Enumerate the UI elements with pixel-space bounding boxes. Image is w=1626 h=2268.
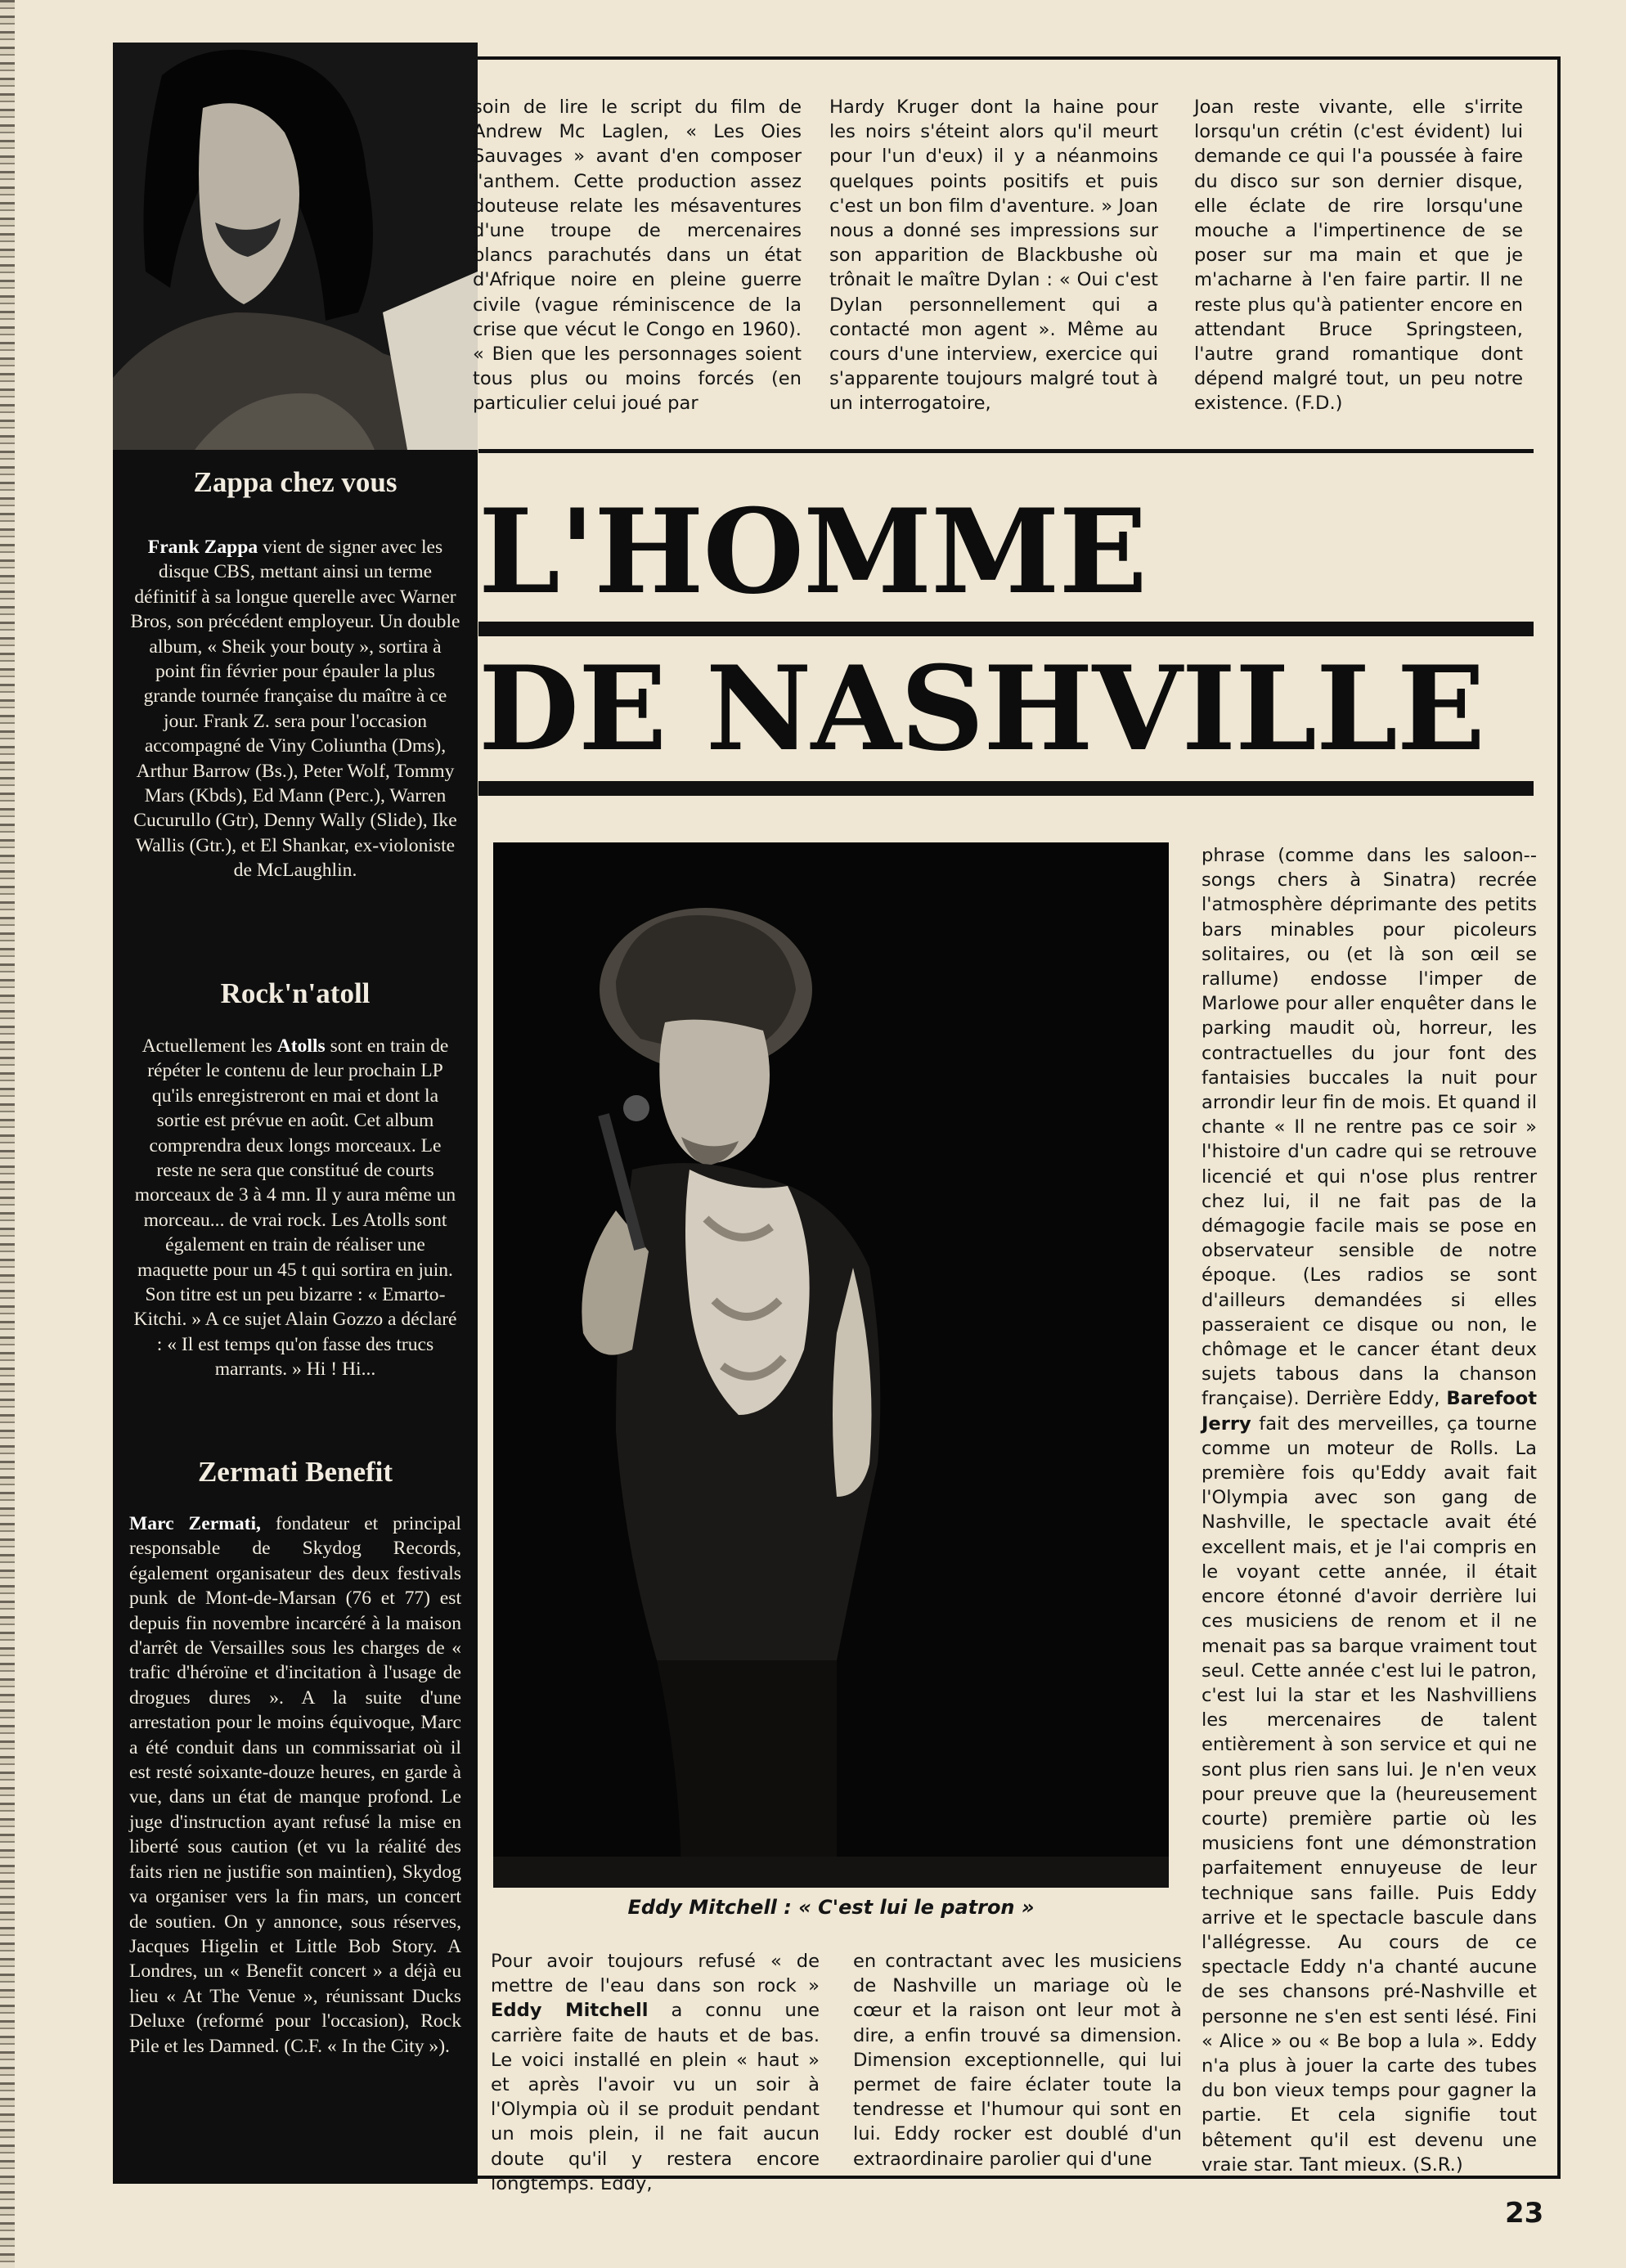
bottom-col1-pre: Pour avoir toujours refusé « de mettre de l'eau dans son rock » bbox=[491, 1951, 820, 1997]
zermati-article bbox=[129, 1511, 461, 2059]
page-edge bbox=[0, 0, 15, 2268]
bottom-column-2: en contractant avec les musiciens de Nashville un mariage où le cœur et la raison ont leur mot à dire, a enfin trouvé sa dimension. Dimension exceptionnelle, qui lui permet de faire éclater toute la tendresse et l'humour qui sont en lui. Eddy rocker est doublé d'un extraordinaire parolier qui d'une bbox=[853, 1951, 1182, 2170]
zappa-article bbox=[129, 535, 461, 883]
zappa-portrait-image bbox=[113, 43, 478, 450]
atoll-article bbox=[129, 1034, 461, 1382]
atoll-body: sont en train de répéter le contenu de leur prochain LP qu'ils enregistreront en mai et dont la sortie est prévue en août. Cet album comprendra deux longs morceaux. Le reste ne sera que constitué de courts morceaux de 3 à 4 mn. Il y aura même un morceau... de vrai rock. Les Atolls sont également en train de réaliser une maquette pour un 45 t qui sortira en juin. Son titre est un peu bizarre : « Emarto-Kitchi. » A ce sujet Alain Gozzo a déclaré : « Il est temps qu'on fasse des trucs marrants. » Hi ! Hi... bbox=[133, 1035, 457, 1381]
eddy-mitchell-stage-image bbox=[493, 842, 1169, 1888]
right-col-part2: fait des merveilles, ça tourne comme un moteur de Rolls. La première fois qu'Eddy avait fait l'Olympia avec son gang de Nashville, le spectacle avait été excellent mais, et je l'ai compris en le voyant cette année, il était encore étonné d'avoir derrière lui ces musiciens de renom et il ne menait pas sa barque vraiment tout seul. Cette année c'est lui le patron, c'est lui la star et les Nashvilliens les mercenaires de talent entièrement à son service et qui ne sont plus rien sans lui. Je n'en veux pour preuve que la (heureusement courte) première partie où les musiciens font une démonstration parfaitement ennuyeuse de leur technique sans faille. Puis Eddy arrive et le spectacle bascule dans l'allégresse. Au cours de ce spectacle Eddy n'a chanté aucune de ses chansons pré-Nashville et personne ne s'en est senti lésé. Fini « Alice » ou « Be bop a lula ». Eddy n'a plus à jouer la carte des tubes du bon vieux temps pour gagner la partie. Et cela signifie tout bêtement qu'il est devenu une vraie star. Tant mieux. (S.R.) bbox=[1202, 1412, 1537, 2176]
bottom-column-1 bbox=[491, 1949, 820, 2196]
zermati-body: fondateur et principal responsable de Skydog Records, également organisateur des deux festivals punk de Mont-de-Marsan (76 et 77) est depuis fin novembre incarcéré à la maison d'arrêt de Versailles sous les charges de « trafic d'héroïne et d'incitation à l'usage de drogues dures ». A la suite d'une arrestation pour le moins équivoque, Marc a été conduit dans un commissariat où il est resté soixante-douze heures, en garde à vue, dans un état de manque profond. Le juge d'instruction ayant refusé la mise en liberté sous caution (et vu la réalité des faits rien ne justifie son maintien), Skydog va organiser vers la fin mars, un concert de soutien. On y annonce, sous réserves, Jacques Higelin et Little Bob Story. A Londres, un « Benefit concert » a déjà eu lieu « At The Venue », réunissant Ducks Deluxe (reformé pour l'occasion), Rock Pile et les Damned. (C.F. « In the City »). bbox=[129, 1513, 461, 2057]
page-number: 23 bbox=[1505, 2197, 1544, 2230]
eddy-mitchell-photo bbox=[493, 842, 1169, 1888]
rule-middle bbox=[478, 622, 1534, 636]
zermati-lead: Marc Zermati, bbox=[129, 1513, 261, 1534]
bottom-col1-lead: Eddy Mitchell bbox=[491, 2000, 649, 2022]
top-column-3: Joan reste vivante, elle s'irrite lorsqu'un crétin (c'est évident) lui demande ce qui l'a poussée à faire du disco sur son dernier disque, elle éclate de rire lorsqu'une mouche a l'impertinence de se poser sur ma main et que je m'acharne à l'en faire partir. Il ne reste plus qu'à patienter encore en attendant Bruce Springsteen, l'autre grand romantique dont dépend malgré tout, un peu notre existence. (F.D.) bbox=[1194, 97, 1523, 415]
photo-caption: Eddy Mitchell : « C'est lui le patron » bbox=[627, 1896, 1035, 1919]
rule-top bbox=[478, 449, 1534, 453]
right-column bbox=[1202, 843, 1537, 2177]
top-column-2: Hardy Kruger dont la haine pour les noirs s'éteint alors qu'il meurt pour l'un d'eux) il y a néanmoins quelques points positifs et puis c'est un bon film d'aventure. » Joan nous a donné ses impressions sur son apparition de Blackbushe où trônait le maître Dylan : « Oui c'est Dylan personnellement qui a contacté mon agent ». Même au cours d'une interview, exercice qui s'apparente toujours malgré tout à un interrogatoire, bbox=[829, 97, 1158, 415]
atoll-pre: Actuellement les bbox=[141, 1035, 277, 1057]
zappa-lead: Frank Zappa bbox=[147, 537, 258, 558]
bottom-col1-body: a connu une carrière faite de hauts et de bas. Le voici installé en plein « haut » et après l'avoir vu un soir à l'Olympia où il se produit pendant un mois plein, il ne fait aucun doute qu'il y restera encore longtemps. Eddy, bbox=[491, 2000, 820, 2194]
headline-line2: DE NASHVILLE bbox=[478, 641, 1485, 777]
zermati-heading: Zermati Benefit bbox=[197, 1456, 393, 1488]
zappa-photo bbox=[113, 43, 478, 450]
rule-bottom bbox=[478, 781, 1534, 796]
right-col-part1: phrase (comme dans les saloon--songs chers à Sinatra) recrée l'atmosphère déprimante des petits bars minables pour picoleurs solitaires, ou (et là son œil se rallume) endosse l'imper de Marlowe pour aller enquêter dans le parking maudit où, horreur, les contractuelles du jour font des fantaisies buccales la nuit pour arrondir leur fin de mois. Et quand il chante « Il ne rentre pas ce soir » l'histoire d'un cadre qui se retrouve licencié et qui n'ose plus rentrer chez lui, il ne fait pas de la démagogie facile mais se pose en observateur sensible de notre époque. (Les radios se sont d'ailleurs demandées si elles passeraient ce disque ou non, le chômage et le cancer étant deux sujets tabous dans la chanson française). Derrière Eddy, bbox=[1202, 845, 1537, 1410]
zappa-heading: Zappa chez vous bbox=[193, 466, 398, 498]
atoll-heading: Rock'n'atoll bbox=[220, 977, 371, 1009]
top-column-1: soin de lire le script du film de Andrew Mc Laglen, « Les Oies Sauvages » avant d'en composer l'anthem. Cette production assez douteuse relate les mésaventures d'une troupe de mercenaires blancs parachutés dans un état d'Afrique noire en pleine guerre civile (vague réminiscence de la crise que vécut le Congo en 1960). « Bien que les personnages soient tous plus ou moins forcés (en particulier celui joué par bbox=[473, 97, 802, 415]
headline-line1: L'HOMME bbox=[478, 484, 1147, 620]
atoll-lead: Atolls bbox=[276, 1035, 326, 1057]
right-col-lead: Barefoot Jerry bbox=[1202, 1388, 1537, 1435]
zappa-body: vient de signer avec les disque CBS, mettant ainsi un terme définitif à sa longue querelle avec Warner Bros, son précédent employeur. Un double album, « Sheik your bouty », sortira à point fin février pour épauler la plus grande tournée française du maître à ce jour. Frank Z. sera pour l'occasion accompagné de Viny Coliuntha (Dms), Arthur Barrow (Bs.), Peter Wolf, Tommy Mars (Kbds), Ed Mann (Perc.), Warren Cucurullo (Gtr), Denny Wally (Slide), Ike Wallis (Gtr.), et El Shankar, ex-violoniste de McLaughlin. bbox=[130, 537, 460, 882]
